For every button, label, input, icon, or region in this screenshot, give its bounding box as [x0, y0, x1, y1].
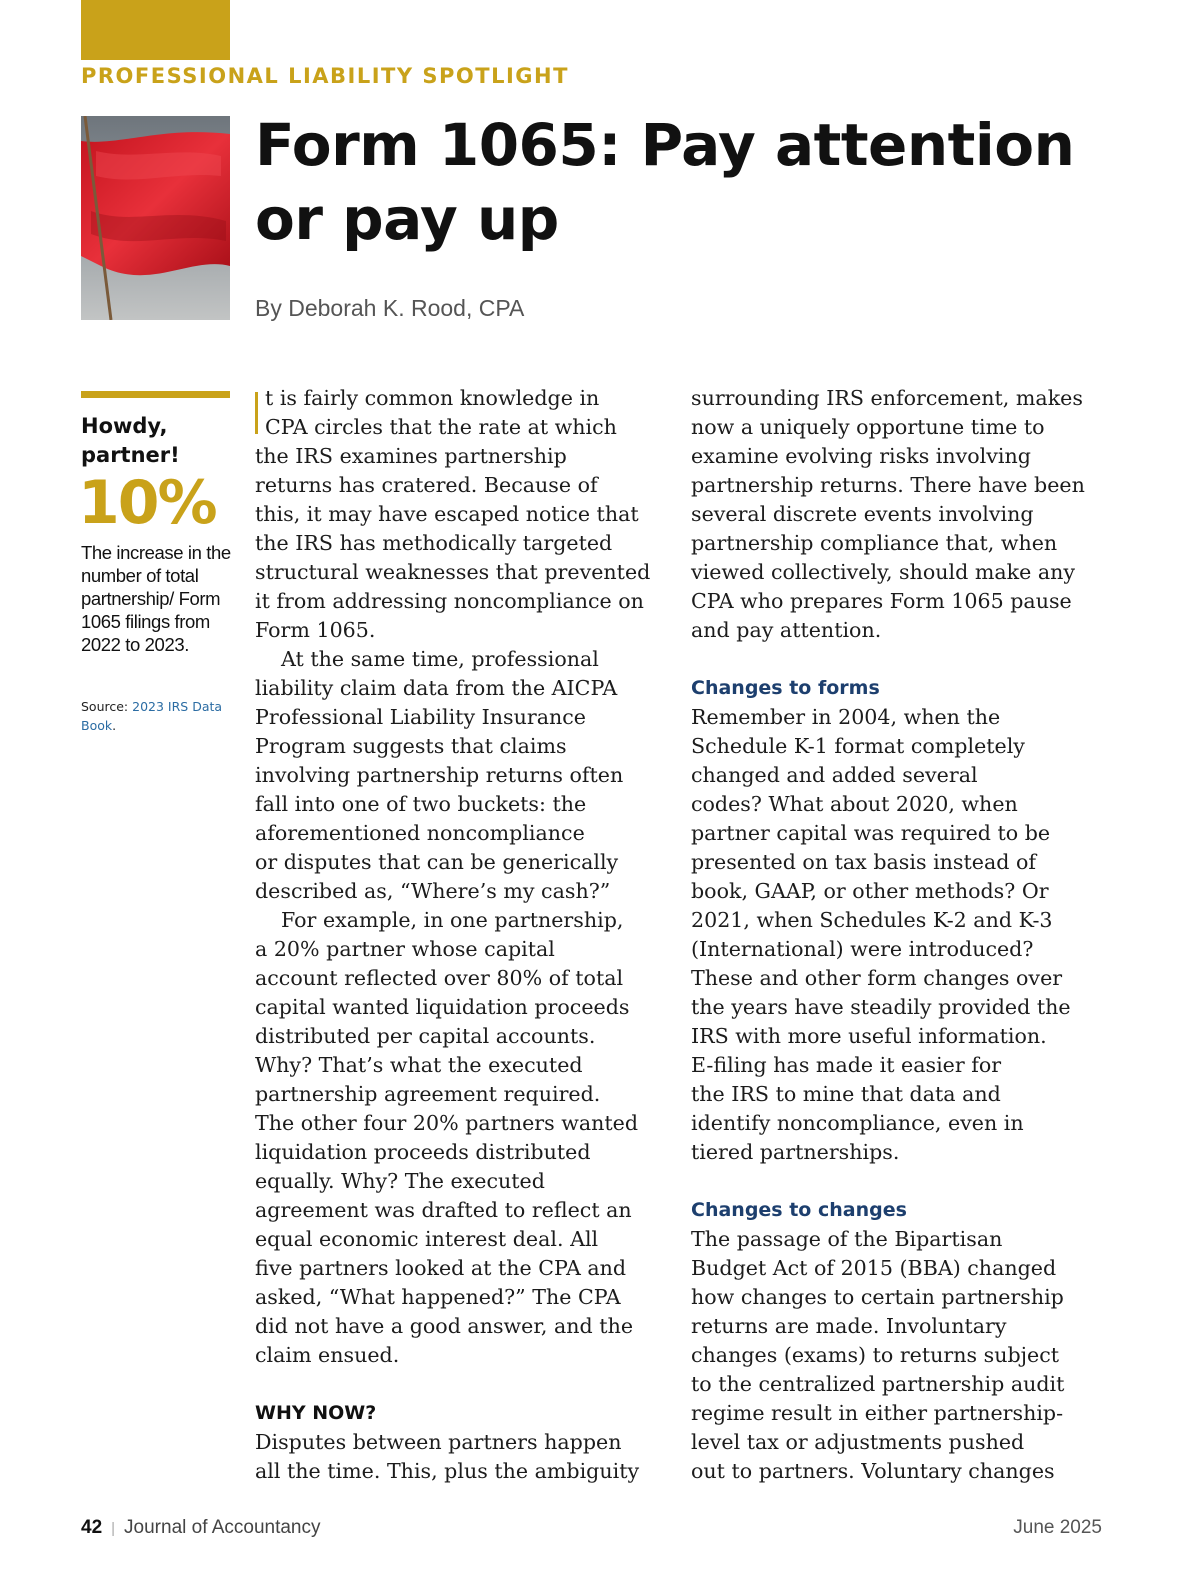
- text-line: regime result in either partnership-: [691, 1401, 1064, 1425]
- text-line: equal economic interest deal. All: [255, 1227, 599, 1251]
- text-line: partnership compliance that, when: [691, 531, 1058, 555]
- text-line: partner capital was required to be: [691, 821, 1051, 845]
- publication-name: Journal of Accountancy: [124, 1517, 321, 1538]
- text-line: aforementioned noncompliance: [255, 821, 585, 845]
- text-line: Budget Act of 2015 (BBA) changed: [691, 1256, 1057, 1280]
- gold-header-bar: [81, 0, 230, 60]
- text-line: how changes to certain partnership: [691, 1285, 1064, 1309]
- paragraph-4: [255, 1428, 675, 1486]
- text-line: or disputes that can be generically: [255, 850, 619, 874]
- text-line: Program suggests that claims: [255, 734, 567, 758]
- text-line: partnership agreement required.: [255, 1082, 601, 1106]
- text-line: agreement was drafted to reflect an: [255, 1198, 632, 1222]
- subhead-why-now: WHY NOW?: [255, 1402, 377, 1424]
- text-line: liquidation proceeds distributed: [255, 1140, 591, 1164]
- text-line: identify noncompliance, even in: [691, 1111, 1024, 1135]
- source-link[interactable]: 2023 IRS Data Book: [81, 699, 223, 733]
- text-line: it from addressing noncompliance on: [255, 589, 644, 613]
- text-line: capital wanted liquidation proceeds: [255, 995, 630, 1019]
- text-line: did not have a good answer, and the: [255, 1314, 634, 1338]
- text-line: These and other form changes over: [691, 966, 1063, 990]
- text-line: examine evolving risks involving: [691, 444, 1031, 468]
- text-line: changed and added several: [691, 763, 978, 787]
- text-line: and pay attention.: [691, 618, 882, 642]
- subhead-changes-to-forms: Changes to forms: [691, 677, 880, 699]
- text-line: Why? That’s what the executed: [255, 1053, 583, 1077]
- text-line: (International) were introduced?: [691, 937, 1034, 961]
- text-line: to the centralized partnership audit: [691, 1372, 1065, 1396]
- sidebar-source: [81, 697, 231, 735]
- text-line: E-filing has made it easier for: [691, 1053, 1002, 1077]
- title-line-1: Form 1065: Pay attention: [255, 111, 1075, 179]
- article-column-right: [691, 384, 1121, 1486]
- text-line: liability claim data from the AICPA: [255, 676, 618, 700]
- sidebar-headline: [81, 412, 231, 470]
- issue-date: June 2025: [1013, 1517, 1102, 1538]
- text-line: now a uniquely opportune time to: [691, 415, 1045, 439]
- text-line: The passage of the Bipartisan: [691, 1227, 1003, 1251]
- sidebar-rule: [81, 391, 230, 398]
- text-line: returns has cratered. Because of: [255, 473, 598, 497]
- text-line: For example, in one partnership,: [281, 908, 624, 932]
- text-line: the years have steadily provided the: [691, 995, 1071, 1019]
- text-line: presented on tax basis instead of: [691, 850, 1036, 874]
- opening-paragraph: [255, 384, 675, 645]
- text-line: asked, “What happened?” The CPA: [255, 1285, 621, 1309]
- text-line: five partners looked at the CPA and: [255, 1256, 627, 1280]
- paragraph-2: [255, 645, 675, 906]
- text-line: Remember in 2004, when the: [691, 705, 1001, 729]
- text-line: out to partners. Voluntary changes: [691, 1459, 1055, 1483]
- byline: By Deborah K. Rood, CPA: [255, 295, 525, 321]
- text-line: tiered partnerships.: [691, 1140, 900, 1164]
- folio-separator: |: [111, 1520, 116, 1537]
- text-line: t is fairly common knowledge in: [265, 386, 600, 410]
- text-line: a 20% partner whose capital: [255, 937, 555, 961]
- text-line: viewed collectively, should make any: [691, 560, 1076, 584]
- text-line: Schedule K-1 format completely: [691, 734, 1025, 758]
- text-line: returns are made. Involuntary: [691, 1314, 1007, 1338]
- article-column-left: [255, 384, 675, 1486]
- text-line: structural weaknesses that prevented: [255, 560, 651, 584]
- text-line: At the same time, professional: [281, 647, 599, 671]
- source-end: .: [112, 718, 117, 733]
- text-line: this, it may have escaped notice that: [255, 502, 639, 526]
- page-number: 42: [81, 1517, 103, 1538]
- text-line: fall into one of two buckets: the: [255, 792, 587, 816]
- paragraph-3: [255, 906, 675, 1370]
- text-line: Professional Liability Insurance: [255, 705, 586, 729]
- paragraph-5: [691, 384, 1121, 645]
- text-line: CPA who prepares Form 1065 pause: [691, 589, 1072, 613]
- text-line: involving partnership returns often: [255, 763, 624, 787]
- sidebar-stat: 10%: [78, 468, 216, 538]
- paragraph-1: [255, 384, 675, 645]
- sidebar-headline-line-1: Howdy,: [81, 414, 168, 438]
- text-line: all the time. This, plus the ambiguity: [255, 1459, 640, 1483]
- footer-folio: [81, 1517, 321, 1539]
- text-line: the IRS examines partnership: [255, 444, 567, 468]
- paragraph-6: [691, 703, 1121, 1167]
- text-line: changes (exams) to returns subject: [691, 1343, 1060, 1367]
- text-line: several discrete events involving: [691, 502, 1034, 526]
- sidebar-description: The increase in the number of total partnership/ Form 1065 filings from 2022 to 2023.: [81, 542, 231, 655]
- text-line: account reflected over 80% of total: [255, 966, 624, 990]
- text-line: equally. Why? The executed: [255, 1169, 545, 1193]
- text-line: partnership returns. There have been: [691, 473, 1085, 497]
- text-line: described as, “Where’s my cash?”: [255, 879, 611, 903]
- source-label: Source:: [81, 699, 129, 714]
- article-title: [255, 108, 1155, 256]
- text-line: surrounding IRS enforcement, makes: [691, 386, 1083, 410]
- sidebar-headline-line-2: partner!: [81, 443, 180, 467]
- text-line: 2021, when Schedules K-2 and K-3: [691, 908, 1053, 932]
- text-line: the IRS has methodically targeted: [255, 531, 613, 555]
- text-line: distributed per capital accounts.: [255, 1024, 596, 1048]
- text-line: CPA circles that the rate at which: [265, 415, 617, 439]
- paragraph-7: [691, 1225, 1121, 1486]
- red-flag-photo: [81, 116, 230, 320]
- text-line: The other four 20% partners wanted: [255, 1111, 639, 1135]
- text-line: book, GAAP, or other methods? Or: [691, 879, 1049, 903]
- subhead-changes-to-changes: Changes to changes: [691, 1199, 907, 1221]
- text-line: IRS with more useful information.: [691, 1024, 1047, 1048]
- text-line: Form 1065.: [255, 618, 376, 642]
- text-line: codes? What about 2020, when: [691, 792, 1018, 816]
- section-kicker: PROFESSIONAL LIABILITY SPOTLIGHT: [81, 64, 569, 88]
- text-line: level tax or adjustments pushed: [691, 1430, 1025, 1454]
- title-line-2: or pay up: [255, 185, 559, 253]
- drop-cap-rule: [255, 392, 258, 434]
- text-line: Disputes between partners happen: [255, 1430, 622, 1454]
- text-line: the IRS to mine that data and: [691, 1082, 1001, 1106]
- text-line: claim ensued.: [255, 1343, 400, 1367]
